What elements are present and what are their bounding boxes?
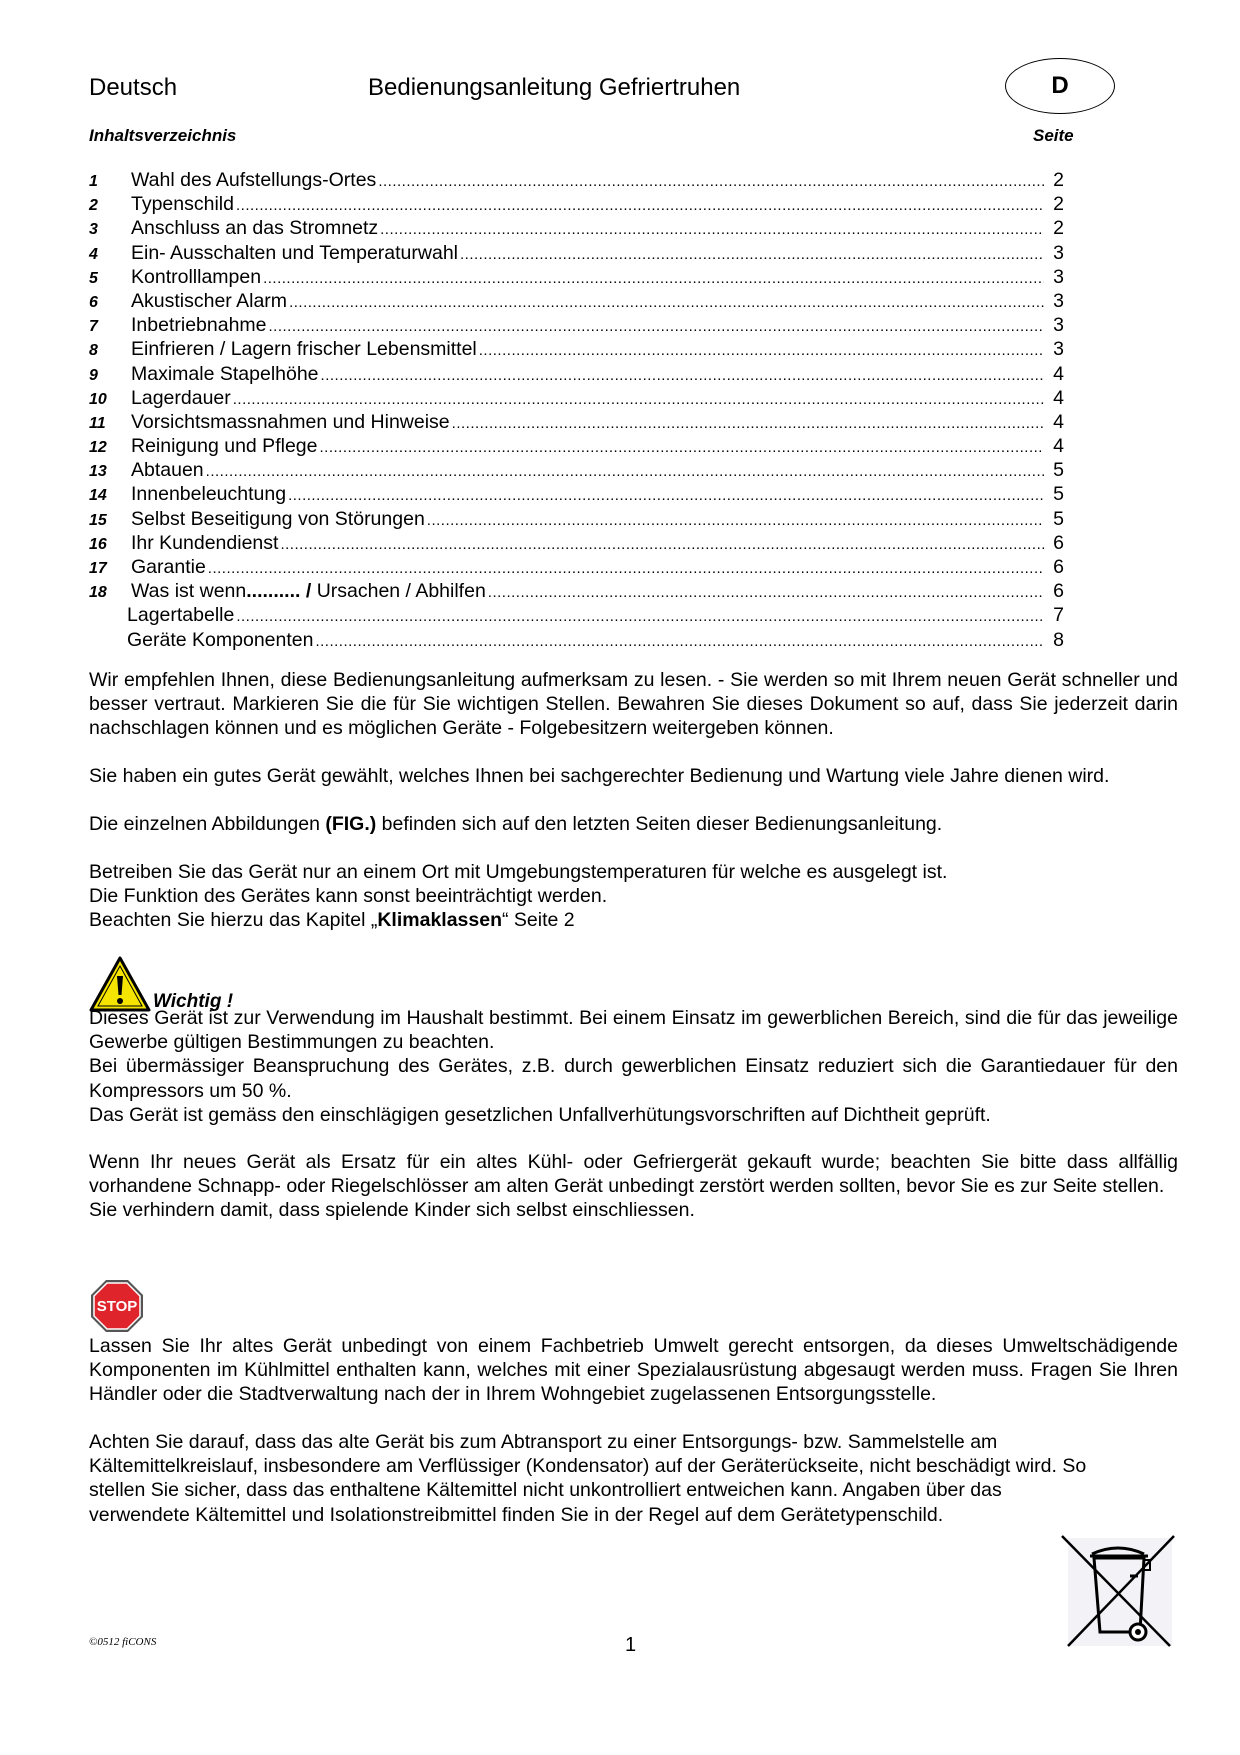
intro-paragraph-1 [89, 668, 1178, 741]
toc-entry-page: 5 [1053, 483, 1064, 506]
toc-leader-dots [206, 460, 1044, 484]
toc-entry-label-part: Was ist wenn [131, 580, 247, 603]
toc-entry[interactable] [89, 434, 1064, 458]
toc-entry-label: Vorsichtsmassnahmen und Hinweise [131, 410, 450, 433]
toc-entry-page: 3 [1053, 289, 1064, 312]
toc-entry[interactable] [89, 507, 1064, 531]
toc-entry-label: Innenbeleuchtung [131, 483, 287, 506]
toc-entry-label-slash: / [300, 580, 317, 603]
toc-entry-label: Inbetriebnahme [131, 314, 267, 337]
intro-text: Die einzelnen Abbildungen [89, 813, 326, 835]
toc-entry-number: 8 [89, 342, 98, 360]
toc-entry[interactable] [89, 241, 1064, 265]
refrigerant-text: Achten Sie darauf, dass das alte Gerät bis zum Abtransport zu einer Entsorgungs- bzw. Sammelstelle am [89, 1431, 998, 1453]
warning-text: Sie verhindern damit, dass spielende Kinder sich selbst einschliessen. [89, 1199, 695, 1222]
toc-leader-dots [289, 291, 1044, 315]
intro-paragraph-2 [89, 764, 1178, 788]
toc-leader-dots [315, 630, 1044, 654]
toc-entry-page: 3 [1053, 265, 1064, 288]
toc-entry-page: 5 [1053, 459, 1064, 482]
toc-entry-number: 13 [89, 463, 107, 481]
toc-entry-number: 10 [89, 390, 107, 408]
toc-entry-label: Kontrolllampen [131, 265, 262, 288]
toc-entry-number: 5 [89, 269, 98, 287]
table-of-contents [89, 168, 1064, 652]
language-badge [1005, 58, 1115, 114]
toc-entry-number: 6 [89, 293, 98, 311]
toc-leader-dots [479, 339, 1044, 363]
toc-entry-page: 3 [1053, 314, 1064, 337]
klimaklassen-reference: Klimaklassen [377, 909, 502, 932]
warning-text: Bei übermässiger Beanspruchung des Gerätes, z.B. durch gewerblichen Einsatz reduziert sich die Garantiedauer für den Kompressors um 50 %. [89, 1055, 1178, 1102]
intro-text: “ Seite 2 [502, 909, 575, 932]
toc-entry-label: Ein- Ausschalten und Temperaturwahl [131, 241, 458, 264]
toc-entry-label: Lagertabelle [127, 604, 235, 627]
intro-text: Die Funktion des Gerätes kann sonst beeinträchtigt werden. [89, 885, 608, 908]
toc-entry-page: 4 [1053, 386, 1064, 409]
toc-entry-number: 4 [89, 245, 98, 263]
stop-sign-icon [89, 1278, 145, 1334]
toc-entry-number: 3 [89, 221, 98, 239]
intro-text: Wir empfehlen Ihnen, diese Bedienungsanleitung aufmerksam zu lesen. - Sie werden so mit Ihrem neuen Gerät schneller und besser vertraut. Markieren Sie die für Sie wichtigen Stellen. Bewahren Sie dieses Dokument so auf, dass Sie jederzeit darin nachschlagen können und es möglichen Geräte - Folgebesitzern weitergeben können. [89, 669, 1178, 740]
toc-entry[interactable] [89, 386, 1064, 410]
toc-entry-label: Garantie [131, 556, 206, 578]
toc-entry[interactable] [89, 603, 1064, 627]
toc-entry-page: 6 [1053, 556, 1064, 578]
warning-text: Das Gerät ist gemäss den einschlägigen gesetzlichen Unfallverhütungsvorschriften auf Dichtheit geprüft. [89, 1103, 991, 1126]
toc-entry[interactable] [89, 458, 1064, 482]
toc-leader-dots [233, 388, 1044, 412]
toc-entry-page: 4 [1053, 362, 1064, 385]
toc-entry-number: 14 [89, 487, 107, 505]
toc-leader-dots [236, 194, 1044, 218]
warning-triangle-icon [89, 956, 151, 1012]
intro-text: Sie haben ein gutes Gerät gewählt, welches Ihnen bei sachgerechter Bedienung und Wartung viele Jahre dienen wird. [89, 765, 1110, 787]
toc-leader-dots [269, 315, 1044, 339]
toc-entry-label: Selbst Beseitigung von Störungen [131, 507, 425, 530]
toc-entry-label-bold-dots: .......... [246, 580, 301, 603]
language-badge-text: D [1051, 72, 1069, 99]
toc-entry[interactable] [89, 531, 1064, 555]
toc-entry-label: Wahl des Aufstellungs-Ortes [131, 169, 377, 191]
intro-paragraph-4 [89, 860, 1178, 933]
toc-entry-page: 2 [1053, 217, 1064, 240]
refrigerant-text: Kältemittelkreislauf, insbesondere am Verflüssiger (Kondensator) auf der Geräterückseite, nicht beschädigt wird. So [89, 1455, 1087, 1478]
copyright-notice: ©0512 fiCONS [89, 1636, 157, 1648]
toc-entry[interactable] [89, 289, 1064, 313]
toc-entry-page: 7 [1053, 604, 1064, 627]
toc-entry[interactable] [89, 313, 1064, 337]
toc-entry[interactable] [89, 192, 1064, 216]
svg-text:STOP: STOP [96, 1298, 138, 1315]
toc-leader-dots [263, 267, 1044, 291]
toc-entry-label: Akustischer Alarm [131, 289, 288, 312]
language-label: Deutsch [89, 74, 178, 101]
disposal-text: Lassen Sie Ihr altes Gerät unbedingt von einem Fachbetrieb Umwelt gerecht entsorgen, da dieses Umweltschädigende Komponenten im Kühlmittel enthalten kann, welches mit einer Spezialausrüstung abgesaugt werden muss. Fragen Sie Ihren Händler oder die Stadtverwaltung nach der in Ihrem Wohngebiet zugelassenen Entsorgungsstelle. [89, 1335, 1178, 1406]
toc-entry[interactable] [89, 362, 1064, 386]
toc-entry-number: 18 [89, 584, 107, 602]
toc-leader-dots [488, 581, 1044, 605]
toc-leader-dots [378, 170, 1044, 194]
toc-entry-label [131, 579, 486, 603]
intro-text: befinden sich auf den letzten Seiten dieser Bedienungsanleitung. [376, 813, 943, 835]
toc-entry-page: 4 [1053, 435, 1064, 458]
toc-leader-dots [288, 484, 1044, 508]
toc-entry-page: 5 [1053, 507, 1064, 530]
toc-entry-label-part: Ursachen / Abhilfen [316, 580, 486, 603]
toc-entry-page: 2 [1053, 169, 1064, 191]
toc-entry[interactable] [89, 482, 1064, 506]
toc-entry-page: 3 [1053, 241, 1064, 264]
toc-entry-label: Geräte Komponenten [127, 628, 314, 651]
refrigerant-text: stellen Sie sicher, dass das enthaltene Kältemittel nicht unkontrolliert entweichen kann. Angaben über das [89, 1479, 1002, 1502]
toc-entry[interactable] [89, 337, 1064, 361]
document-title: Bedienungsanleitung Gefriertruhen [368, 74, 741, 101]
toc-leader-dots [236, 605, 1044, 629]
toc-entry[interactable] [89, 216, 1064, 240]
toc-entry-number: 9 [89, 366, 98, 384]
toc-entry-number: 15 [89, 511, 107, 529]
warning-heading: Wichtig ! [153, 991, 234, 1012]
toc-leader-dots [460, 243, 1044, 267]
intro-paragraph-3 [89, 812, 1178, 836]
refrigerant-note [89, 1430, 1178, 1527]
toc-entry-number: 16 [89, 535, 107, 553]
warning-text: Wenn Ihr neues Gerät als Ersatz für ein altes Kühl- oder Gefriergerät gekauft wurde; beachten Sie bitte dass allfällig vorhandene Schnapp- oder Riegelschlösser am alten Gerät unbedingt zerstört werden sollten, bevor Sie es zur Seite stellen. [89, 1151, 1178, 1198]
intro-text: Beachten Sie hierzu das Kapitel „ [89, 909, 378, 932]
toc-entry[interactable] [89, 579, 1064, 603]
refrigerant-text: verwendete Kältemittel und Isolationstreibmittel finden Sie in der Regel auf dem Gerätetypenschild. [89, 1503, 944, 1526]
toc-entry-page: 2 [1053, 193, 1064, 216]
page-number: 1 [625, 1634, 637, 1656]
toc-page-column-label: Seite [1033, 126, 1074, 145]
disposal-instructions [89, 1334, 1178, 1407]
toc-entry-page: 4 [1053, 410, 1064, 433]
fig-reference: (FIG.) [325, 813, 377, 835]
toc-leader-dots [452, 412, 1044, 436]
toc-entry-label: Einfrieren / Lagern frischer Lebensmittel [131, 338, 477, 361]
warning-text: Dieses Gerät ist zur Verwendung im Haushalt bestimmt. Bei einem Einsatz im gewerblichen Bereich, sind die für das jeweilige Gewerbe gültigen Bestimmungen zu beachten. [89, 1007, 1178, 1054]
crossed-out-wheelie-bin-icon [1060, 1532, 1178, 1650]
toc-entry-page: 8 [1053, 628, 1064, 651]
warning-body [89, 1006, 1178, 1127]
toc-entry-label: Reinigung und Pflege [131, 435, 318, 458]
toc-entry-number: 11 [89, 414, 106, 432]
toc-leader-dots [380, 218, 1044, 242]
toc-entry-label: Ihr Kundendienst [131, 531, 279, 554]
toc-entry[interactable] [89, 265, 1064, 289]
toc-entry-number: 12 [89, 439, 107, 457]
toc-entry-number: 2 [89, 197, 98, 215]
toc-entry-number: 1 [89, 173, 98, 190]
toc-entry[interactable] [89, 555, 1064, 579]
toc-leader-dots [280, 533, 1044, 557]
toc-entry-number: 17 [89, 560, 107, 577]
toc-leader-dots [208, 557, 1044, 581]
toc-heading: Inhaltsverzeichnis [89, 126, 237, 145]
toc-leader-dots [427, 509, 1044, 533]
old-appliance-note [89, 1150, 1178, 1223]
toc-leader-dots [319, 436, 1044, 460]
toc-entry-page: 6 [1053, 531, 1064, 554]
toc-entry-label: Anschluss an das Stromnetz [131, 217, 379, 240]
toc-entry-page: 3 [1053, 338, 1064, 361]
toc-entry[interactable] [89, 168, 1064, 192]
toc-entry-label: Abtauen [131, 459, 204, 482]
toc-entry-page: 6 [1053, 580, 1064, 603]
toc-entry-label: Lagerdauer [131, 386, 231, 409]
toc-entry-number: 7 [89, 318, 98, 336]
toc-entry[interactable] [89, 410, 1064, 434]
toc-leader-dots [321, 364, 1044, 388]
intro-text: Betreiben Sie das Gerät nur an einem Ort mit Umgebungstemperaturen für welche es ausgelegt ist. [89, 861, 948, 883]
toc-entry-label: Maximale Stapelhöhe [131, 362, 319, 385]
toc-entry-label: Typenschild [131, 193, 234, 216]
toc-entry[interactable] [89, 628, 1064, 652]
